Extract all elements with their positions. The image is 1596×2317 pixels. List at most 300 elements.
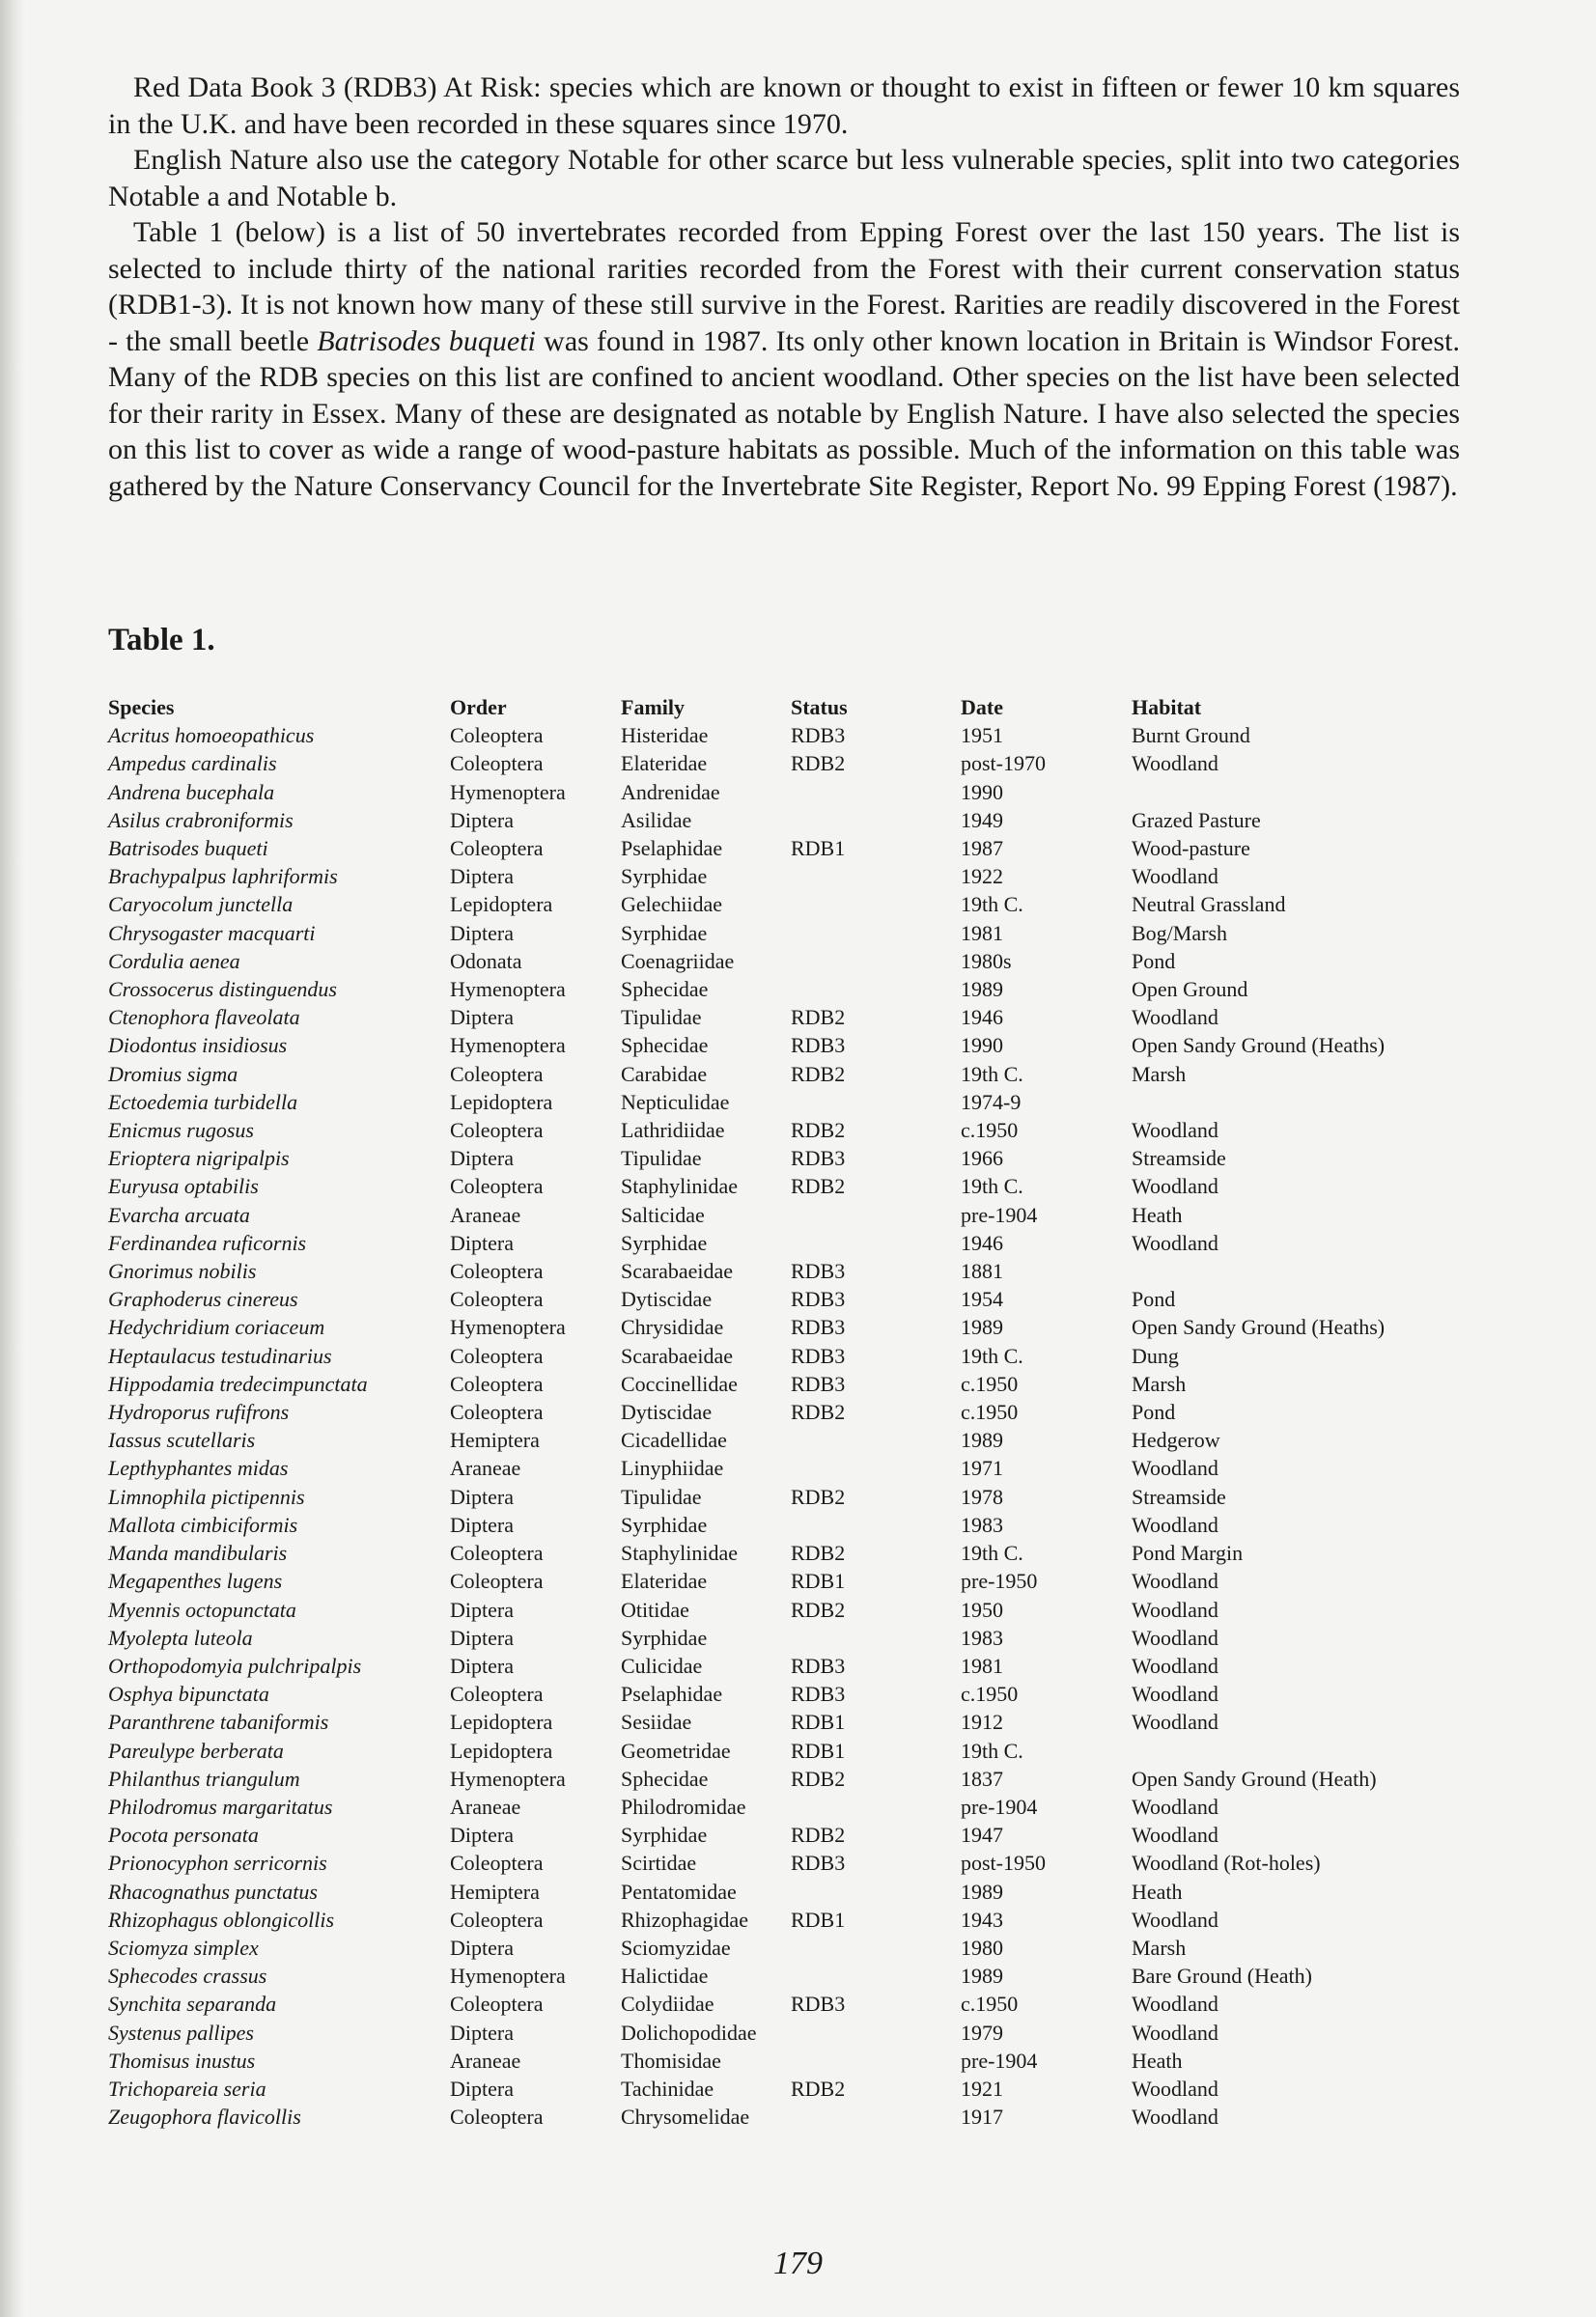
order-cell: Coleoptera — [450, 1061, 544, 1086]
date-cell: pre-1904 — [961, 1202, 1038, 1227]
order-cell: Diptera — [450, 1823, 514, 1848]
status-cell: RDB1 — [791, 836, 846, 861]
order-cell: Coleoptera — [450, 1343, 544, 1368]
table-row — [108, 1144, 1441, 1172]
status-cell: RDB2 — [791, 1061, 846, 1086]
date-cell: pre-1904 — [961, 1794, 1038, 1819]
order-cell: Diptera — [450, 1230, 514, 1255]
species-cell: Osphya bipunctata — [108, 1682, 269, 1707]
order-cell: Lepidoptera — [450, 1089, 553, 1114]
date-cell: 1946 — [961, 1230, 1003, 1255]
date-cell: 1881 — [961, 1259, 1003, 1284]
species-cell: Megapenthes lugens — [108, 1569, 283, 1594]
family-cell: Dytiscidae — [621, 1287, 713, 1312]
order-cell: Coleoptera — [450, 836, 544, 861]
family-cell: Scarabaeidae — [621, 1343, 734, 1368]
table-row — [108, 806, 1441, 834]
status-cell — [791, 2103, 961, 2131]
table-row — [108, 1257, 1441, 1285]
habitat-cell: Grazed Pasture — [1132, 807, 1261, 832]
habitat-cell — [1132, 1737, 1441, 1765]
order-cell: Coleoptera — [450, 1569, 544, 1594]
table-row — [108, 721, 1441, 749]
species-cell: Euryusa optabilis — [108, 1174, 259, 1199]
status-cell: RDB3 — [791, 1851, 846, 1876]
habitat-cell: Pond Margin — [1132, 1541, 1244, 1566]
status-cell: RDB2 — [791, 1005, 846, 1030]
status-cell: RDB3 — [791, 1682, 846, 1707]
date-cell: 1921 — [961, 2076, 1003, 2101]
family-cell: Coccinellidae — [621, 1371, 738, 1396]
date-cell: 1954 — [961, 1287, 1003, 1312]
status-cell: RDB3 — [791, 723, 846, 748]
table-row — [108, 1821, 1441, 1849]
order-cell: Araneae — [450, 1794, 521, 1819]
habitat-cell: Marsh — [1132, 1061, 1187, 1086]
status-cell: RDB3 — [791, 1259, 846, 1284]
table-row — [108, 1708, 1441, 1736]
species-cell: Graphoderus cinereus — [108, 1287, 298, 1312]
habitat-cell: Heath — [1132, 2048, 1183, 2073]
status-cell — [791, 1454, 961, 1482]
table-row — [108, 1454, 1441, 1482]
family-cell: Sphecidae — [621, 977, 709, 1002]
status-cell — [791, 778, 961, 806]
habitat-cell: Woodland — [1132, 1174, 1218, 1199]
date-cell: c.1950 — [961, 1992, 1019, 2017]
table-row — [108, 862, 1441, 890]
order-cell: Diptera — [450, 864, 514, 889]
family-cell: Salticidae — [621, 1202, 705, 1227]
family-cell: Tipulidae — [621, 1484, 702, 1509]
species-cell: Pocota personata — [108, 1823, 259, 1848]
habitat-cell: Woodland — [1132, 1682, 1218, 1707]
page-edge-shadow — [0, 0, 25, 2317]
species-cell: Pareulype berberata — [108, 1738, 284, 1763]
species-cell: Synchita separanda — [108, 1992, 277, 2017]
table-row — [108, 1596, 1441, 1624]
status-cell — [791, 2047, 961, 2075]
table-row — [108, 1878, 1441, 1906]
table-row — [108, 1765, 1441, 1793]
order-cell: Diptera — [450, 1146, 514, 1171]
table-row — [108, 749, 1441, 777]
date-cell: c.1950 — [961, 1118, 1019, 1143]
date-cell: 19th C. — [961, 1738, 1023, 1763]
habitat-cell: Heath — [1132, 1879, 1183, 1904]
species-cell: Hedychridium coriaceum — [108, 1315, 325, 1340]
habitat-cell: Dung — [1132, 1343, 1179, 1368]
table-row — [108, 1849, 1441, 1877]
date-cell: 1950 — [961, 1597, 1003, 1622]
family-cell: Coenagriidae — [621, 948, 735, 973]
habitat-cell: Woodland — [1132, 1794, 1218, 1819]
order-cell: Diptera — [450, 1653, 514, 1678]
habitat-cell: Woodland — [1132, 1823, 1218, 1848]
order-cell: Araneae — [450, 1202, 521, 1227]
species-cell: Ampedus cardinalis — [108, 751, 277, 776]
species-cell: Trichopareia seria — [108, 2076, 266, 2101]
date-cell: 19th C. — [961, 892, 1023, 917]
paragraph-table-intro — [108, 214, 1460, 504]
table-header-row — [108, 693, 1441, 721]
table-row — [108, 1680, 1441, 1708]
table-body — [108, 721, 1441, 2131]
column-header-family: Family — [621, 695, 685, 719]
family-cell: Lathridiidae — [621, 1118, 725, 1143]
order-cell: Diptera — [450, 1005, 514, 1030]
family-cell: Syrphidae — [621, 920, 708, 945]
habitat-cell: Woodland — [1132, 1907, 1218, 1932]
family-cell: Otitidae — [621, 1597, 689, 1622]
date-cell: 1989 — [961, 1964, 1003, 1989]
body-text — [108, 70, 1460, 504]
status-cell: RDB2 — [791, 1400, 846, 1425]
date-cell: 1922 — [961, 864, 1003, 889]
order-cell: Coleoptera — [450, 1851, 544, 1876]
column-header-order: Order — [450, 695, 507, 719]
date-cell: 19th C. — [961, 1174, 1023, 1199]
status-cell: RDB1 — [791, 1569, 846, 1594]
table-row — [108, 834, 1441, 862]
status-cell — [791, 1426, 961, 1454]
order-cell: Araneae — [450, 2048, 521, 2073]
order-cell: Araneae — [450, 1456, 521, 1481]
family-cell: Sesiidae — [621, 1710, 692, 1735]
species-cell: Limnophila pictipennis — [108, 1484, 305, 1509]
status-cell — [791, 2019, 961, 2047]
order-cell: Coleoptera — [450, 2105, 544, 2130]
order-cell: Coleoptera — [450, 1371, 544, 1396]
habitat-cell: Marsh — [1132, 1935, 1187, 1960]
species-cell: Lepthyphantes midas — [108, 1456, 289, 1481]
species-cell: Mallota cimbiciformis — [108, 1512, 298, 1537]
order-cell: Diptera — [450, 1597, 514, 1622]
species-cell: Paranthrene tabaniformis — [108, 1710, 329, 1735]
column-header-date: Date — [961, 695, 1003, 719]
date-cell: 1981 — [961, 920, 1003, 945]
date-cell: c.1950 — [961, 1682, 1019, 1707]
species-cell: Ectoedemia turbidella — [108, 1089, 298, 1114]
family-cell: Colydiidae — [621, 1992, 714, 2017]
status-cell: RDB2 — [791, 1823, 846, 1848]
date-cell: c.1950 — [961, 1371, 1019, 1396]
habitat-cell — [1132, 1088, 1441, 1116]
table-row — [108, 1934, 1441, 1962]
habitat-cell: Bog/Marsh — [1132, 920, 1227, 945]
status-cell: RDB3 — [791, 1992, 846, 2017]
date-cell: 1966 — [961, 1146, 1003, 1171]
status-cell — [791, 1793, 961, 1821]
status-cell — [791, 1878, 961, 1906]
status-cell — [791, 1229, 961, 1257]
table-row — [108, 1962, 1441, 1990]
status-cell — [791, 1962, 961, 1990]
date-cell: 1980 — [961, 1935, 1003, 1960]
habitat-cell: Marsh — [1132, 1371, 1187, 1396]
date-cell: pre-1950 — [961, 1569, 1038, 1594]
status-cell: RDB2 — [791, 2076, 846, 2101]
order-cell: Lepidoptera — [450, 1710, 553, 1735]
table-row — [108, 975, 1441, 1003]
paragraph-notable: English Nature also use the category Notable for other scarce but less vulnerable species, split into two categories Notable a and Notable b. — [108, 144, 1460, 212]
species-cell: Erioptera nigripalpis — [108, 1146, 290, 1171]
species-cell: Acritus homoeopathicus — [108, 723, 315, 748]
status-cell: RDB3 — [791, 1146, 846, 1171]
date-cell: 1917 — [961, 2105, 1003, 2130]
family-cell: Culicidae — [621, 1653, 703, 1678]
family-cell: Thomisidae — [621, 2048, 721, 2073]
status-cell — [791, 806, 961, 834]
habitat-cell: Woodland — [1132, 1992, 1218, 2017]
habitat-cell: Woodland — [1132, 2020, 1218, 2045]
species-cell: Gnorimus nobilis — [108, 1259, 257, 1284]
date-cell: 1980s — [961, 948, 1012, 973]
status-cell — [791, 919, 961, 947]
date-cell: 1989 — [961, 1879, 1003, 1904]
table-row — [108, 2103, 1441, 2131]
species-cell: Hippodamia tredecimpunctata — [108, 1371, 368, 1396]
species-name-inline: Batrisodes buqueti — [317, 324, 536, 357]
species-cell: Ctenophora flaveolata — [108, 1005, 300, 1030]
family-cell: Dolichopodidae — [621, 2020, 757, 2045]
order-cell: Diptera — [450, 2076, 514, 2101]
order-cell: Coleoptera — [450, 1400, 544, 1425]
order-cell: Lepidoptera — [450, 892, 553, 917]
table-row — [108, 1031, 1441, 1059]
table-row — [108, 2019, 1441, 2047]
habitat-cell: Woodland — [1132, 1230, 1218, 1255]
species-cell: Brachypalpus laphriformis — [108, 864, 338, 889]
status-cell — [791, 947, 961, 975]
date-cell: 19th C. — [961, 1541, 1023, 1566]
table-row — [108, 1624, 1441, 1652]
species-cell: Philodromus margaritatus — [108, 1794, 333, 1819]
family-cell: Geometridae — [621, 1738, 731, 1763]
habitat-cell: Open Ground — [1132, 977, 1248, 1002]
habitat-cell — [1132, 1257, 1441, 1285]
habitat-cell: Hedgerow — [1132, 1428, 1220, 1453]
order-cell: Coleoptera — [450, 1259, 544, 1284]
family-cell: Staphylinidae — [621, 1174, 738, 1199]
family-cell: Syrphidae — [621, 1823, 708, 1848]
habitat-cell: Pond — [1132, 1400, 1176, 1425]
status-cell: RDB3 — [791, 1315, 846, 1340]
family-cell: Gelechiidae — [621, 892, 723, 917]
order-cell: Diptera — [450, 1484, 514, 1509]
date-cell: 1981 — [961, 1653, 1003, 1678]
page-number: 179 — [773, 2246, 823, 2281]
species-cell: Rhacognathus punctatus — [108, 1879, 318, 1904]
table-row — [108, 1116, 1441, 1144]
family-cell: Asilidae — [621, 807, 692, 832]
column-header-status: Status — [791, 695, 848, 719]
family-cell: Rhizophagidae — [621, 1907, 748, 1932]
habitat-cell: Streamside — [1132, 1146, 1226, 1171]
table-row — [108, 947, 1441, 975]
habitat-cell: Woodland — [1132, 1710, 1218, 1735]
family-cell: Cicadellidae — [621, 1428, 727, 1453]
family-cell: Syrphidae — [621, 1230, 708, 1255]
species-cell: Chrysogaster macquarti — [108, 920, 316, 945]
order-cell: Lepidoptera — [450, 1738, 553, 1763]
species-cell: Enicmus rugosus — [108, 1118, 254, 1143]
habitat-cell: Heath — [1132, 1202, 1183, 1227]
habitat-cell: Open Sandy Ground (Heath) — [1132, 1766, 1377, 1791]
species-cell: Myolepta luteola — [108, 1625, 253, 1650]
species-cell: Orthopodomyia pulchripalpis — [108, 1653, 362, 1678]
table-row — [108, 778, 1441, 806]
species-cell: Sciomyza simplex — [108, 1935, 259, 1960]
paragraph-text-before: Table 1 (below) is a list of 50 invertebrates recorded from Epping Forest over the last 150 years. The list is selected to include thirty of the national rarities recorded from the Forest with their current conservation status (RDB1-3). It is not known how many of these still survive in the Forest. Rarities are readily discovered in the Forest - the small beetle — [108, 216, 1460, 357]
species-cell: Andrena bucephala — [108, 779, 275, 804]
habitat-cell: Woodland — [1132, 1118, 1218, 1143]
family-cell: Scirtidae — [621, 1851, 697, 1876]
species-cell: Myennis octopunctata — [108, 1597, 296, 1622]
species-cell: Systenus pallipes — [108, 2020, 254, 2045]
table-row — [108, 1652, 1441, 1680]
table-row — [108, 1088, 1441, 1116]
date-cell: 1978 — [961, 1484, 1003, 1509]
habitat-cell: Woodland — [1132, 1005, 1218, 1030]
order-cell: Coleoptera — [450, 1907, 544, 1932]
status-cell: RDB2 — [791, 1484, 846, 1509]
date-cell: 1990 — [961, 779, 1003, 804]
habitat-cell: Streamside — [1132, 1484, 1226, 1509]
family-cell: Staphylinidae — [621, 1541, 738, 1566]
species-cell: Zeugophora flavicollis — [108, 2105, 301, 2130]
table-row — [108, 1342, 1441, 1370]
date-cell: 1912 — [961, 1710, 1003, 1735]
date-cell: 19th C. — [961, 1343, 1023, 1368]
status-cell: RDB2 — [791, 1118, 846, 1143]
table-row — [108, 2047, 1441, 2075]
table-row — [108, 1003, 1441, 1031]
date-cell: 1951 — [961, 723, 1003, 748]
family-cell: Halictidae — [621, 1964, 709, 1989]
status-cell — [791, 1934, 961, 1962]
table-row — [108, 1906, 1441, 1934]
date-cell: 1943 — [961, 1907, 1003, 1932]
family-cell: Pselaphidae — [621, 1682, 723, 1707]
habitat-cell: Bare Ground (Heath) — [1132, 1964, 1312, 1989]
habitat-cell: Open Sandy Ground (Heaths) — [1132, 1033, 1386, 1058]
habitat-cell: Woodland — [1132, 2105, 1218, 2130]
column-header-habitat: Habitat — [1132, 695, 1202, 719]
species-cell: Dromius sigma — [108, 1061, 238, 1086]
table-row — [108, 1313, 1441, 1341]
family-cell: Syrphidae — [621, 1512, 708, 1537]
family-cell: Carabidae — [621, 1061, 708, 1086]
date-cell: 1983 — [961, 1512, 1003, 1537]
table-row — [108, 890, 1441, 918]
order-cell: Hymenoptera — [450, 1033, 566, 1058]
habitat-cell: Open Sandy Ground (Heaths) — [1132, 1315, 1386, 1340]
date-cell: 1987 — [961, 836, 1003, 861]
family-cell: Sciomyzidae — [621, 1935, 731, 1960]
family-cell: Philodromidae — [621, 1794, 746, 1819]
date-cell: 1946 — [961, 1005, 1003, 1030]
family-cell: Andrenidae — [621, 779, 720, 804]
status-cell: RDB2 — [791, 1541, 846, 1566]
habitat-cell: Woodland — [1132, 2076, 1218, 2101]
family-cell: Scarabaeidae — [621, 1259, 734, 1284]
status-cell — [791, 1088, 961, 1116]
table-row — [108, 919, 1441, 947]
status-cell — [791, 1201, 961, 1229]
date-cell: post-1950 — [961, 1851, 1046, 1876]
table-row — [108, 2075, 1441, 2103]
family-cell: Pselaphidae — [621, 836, 723, 861]
table-row — [108, 1990, 1441, 2018]
species-cell: Heptaulacus testudinarius — [108, 1343, 332, 1368]
order-cell: Diptera — [450, 1512, 514, 1537]
order-cell: Diptera — [450, 807, 514, 832]
species-table — [108, 693, 1441, 2131]
date-cell: 19th C. — [961, 1061, 1023, 1086]
status-cell — [791, 862, 961, 890]
habitat-cell: Woodland — [1132, 864, 1218, 889]
date-cell: 1983 — [961, 1625, 1003, 1650]
table-row — [108, 1398, 1441, 1426]
date-cell: 1837 — [961, 1766, 1003, 1791]
table-title: Table 1. — [108, 623, 215, 657]
table-row — [108, 1229, 1441, 1257]
family-cell: Tipulidae — [621, 1005, 702, 1030]
habitat-cell: Pond — [1132, 948, 1176, 973]
habitat-cell: Woodland — [1132, 1653, 1218, 1678]
habitat-cell: Woodland — [1132, 1512, 1218, 1537]
status-cell: RDB1 — [791, 1907, 846, 1932]
status-cell: RDB3 — [791, 1653, 846, 1678]
order-cell: Coleoptera — [450, 1682, 544, 1707]
status-cell — [791, 975, 961, 1003]
family-cell: Sphecidae — [621, 1766, 709, 1791]
status-cell: RDB2 — [791, 1766, 846, 1791]
habitat-cell: Woodland — [1132, 1625, 1218, 1650]
species-cell: Asilus crabroniformis — [108, 807, 294, 832]
order-cell: Hemiptera — [450, 1879, 540, 1904]
habitat-cell: Burnt Ground — [1132, 723, 1250, 748]
habitat-cell: Pond — [1132, 1287, 1176, 1312]
order-cell: Coleoptera — [450, 751, 544, 776]
family-cell: Dytiscidae — [621, 1400, 713, 1425]
species-cell: Caryocolum junctella — [108, 892, 294, 917]
species-cell: Sphecodes crassus — [108, 1964, 267, 1989]
table-row — [108, 1483, 1441, 1511]
habitat-cell: Woodland — [1132, 1569, 1218, 1594]
family-cell: Sphecidae — [621, 1033, 709, 1058]
order-cell: Hymenoptera — [450, 1766, 566, 1791]
table-row — [108, 1737, 1441, 1765]
order-cell: Coleoptera — [450, 1118, 544, 1143]
column-header-species: Species — [108, 695, 175, 719]
date-cell: 1989 — [961, 1428, 1003, 1453]
family-cell: Syrphidae — [621, 864, 708, 889]
table-row — [108, 1172, 1441, 1200]
order-cell: Diptera — [450, 920, 514, 945]
table-row — [108, 1060, 1441, 1088]
status-cell: RDB3 — [791, 1371, 846, 1396]
date-cell: 1989 — [961, 977, 1003, 1002]
family-cell: Pentatomidae — [621, 1879, 737, 1904]
species-cell: Philanthus triangulum — [108, 1766, 300, 1791]
table-row — [108, 1370, 1441, 1398]
order-cell: Hymenoptera — [450, 1964, 566, 1989]
family-cell: Chrysomelidae — [621, 2105, 750, 2130]
paragraph-rdb3: Red Data Book 3 (RDB3) At Risk: species which are known or thought to exist in fifteen or fewer 10 km squares in the U.K. and have been recorded in these squares since 1970. — [108, 71, 1460, 140]
order-cell: Odonata — [450, 948, 522, 973]
